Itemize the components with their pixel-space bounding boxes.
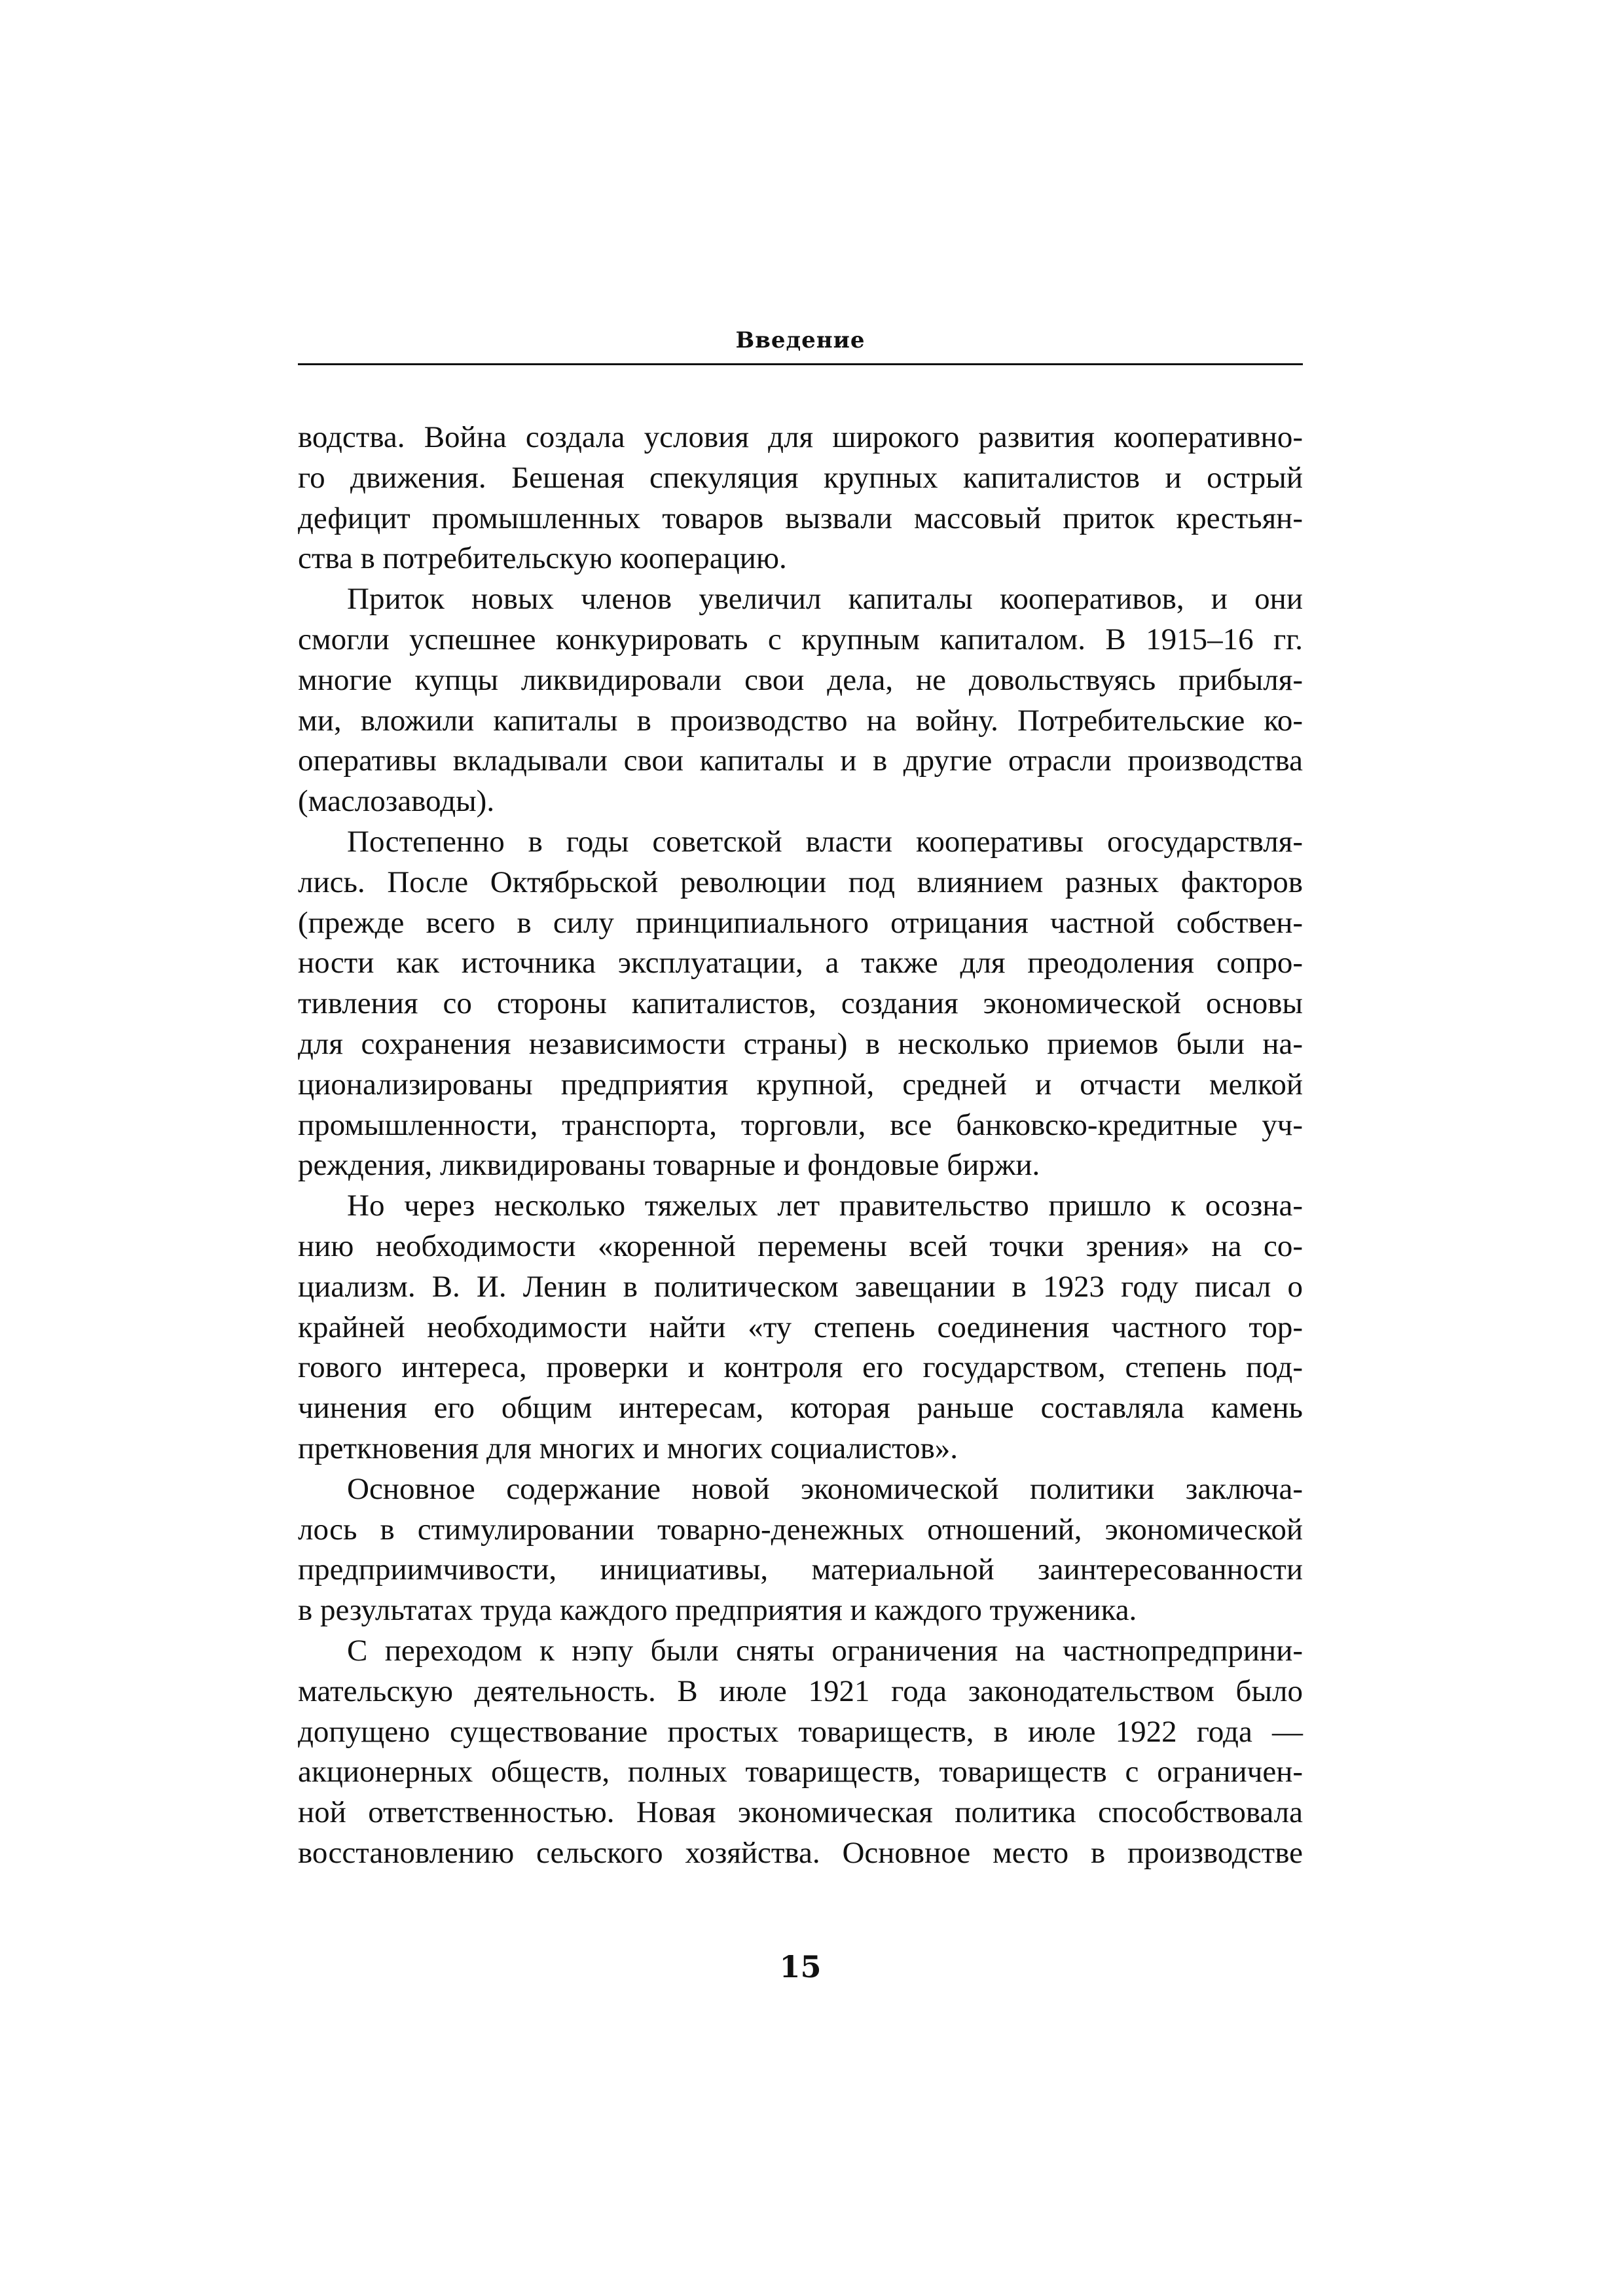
text-line: водства. Война создала условия для широкого развития кооперативно- [298,420,1303,454]
text-line: нию необходимости «коренной перемены всей точки зрения» на со- [298,1229,1303,1263]
text-line: восстановлению сельского хозяйства. Основное место в производстве [298,1835,1303,1870]
text-line: ционализированы предприятия крупной, средней и отчасти мелкой [298,1067,1303,1102]
text-line: (маслозаводы). [298,784,495,819]
text-line: лось в стимулировании товарно-денежных отношений, экономической [298,1512,1303,1547]
text-line: (прежде всего в силу принципиального отрицания частной собствен- [298,905,1303,940]
text-line: лись. После Октябрьской революции под влиянием разных факторов [298,865,1303,899]
text-line: акционерных обществ, полных товариществ, товариществ с ограничен- [298,1755,1303,1789]
text-line: гового интереса, проверки и контроля его государством, степень под- [298,1350,1303,1385]
paragraph [298,418,1303,579]
text-line: реждения, ликвидированы товарные и фондовые биржи. [298,1148,1040,1183]
text-line: ства в потребительскую кооперацию. [298,541,787,576]
page-number: 15 [779,1949,822,1984]
paragraph [298,1186,1303,1469]
text-line: промышленности, транспорта, торговли, все банковско-кредитные уч- [298,1107,1303,1142]
header-rule [298,363,1303,365]
text-line: чинения его общим интересам, которая раньше составляла камень [298,1391,1303,1426]
text-line: крайней необходимости найти «ту степень соединения частного тор- [298,1310,1303,1344]
text-line: Постепенно в годы советской власти кооперативы огосударствля- [347,824,1303,859]
text-line: преткновения для многих и многих социалистов». [298,1431,958,1465]
text-line: С переходом к нэпу были сняты ограничения на частнопредприни- [347,1633,1303,1668]
text-line: циализм. В. И. Ленин в политическом завещании в 1923 году писал о [298,1269,1303,1304]
text-line: для сохранения независимости страны) в несколько приемов были на- [298,1026,1303,1061]
text-line: в результатах труда каждого предприятия и каждого труженика. [298,1593,1137,1628]
text-line: предприимчивости, инициативы, материальной заинтересованности [298,1552,1303,1587]
text-line: ми, вложили капиталы в производство на войну. Потребительские ко- [298,703,1303,738]
running-head-title: Введение [735,327,866,353]
text-line: дефицит промышленных товаров вызвали массовый приток крестьян- [298,501,1303,535]
text-line: Но через несколько тяжелых лет правительство пришло к осозна- [347,1189,1303,1223]
text-line: ной ответственностью. Новая экономическая политика способствовала [298,1795,1303,1830]
body-text [298,418,1303,1874]
paragraph [298,1469,1303,1631]
paragraph [298,822,1303,1186]
text-line: го движения. Бешеная спекуляция крупных капиталистов и острый [298,460,1303,495]
text-line: Приток новых членов увеличил капиталы кооперативов, и они [347,582,1303,617]
text-line: ности как источника эксплуатации, а также для преодоления сопро- [298,946,1303,980]
text-line: мательскую деятельность. В июле 1921 года законодательством было [298,1674,1303,1708]
text-line: Основное содержание новой экономической политики заключа- [347,1471,1303,1506]
text-line: смогли успешнее конкурировать с крупным капиталом. В 1915–16 гг. [298,622,1303,656]
text-line: допущено существование простых товариществ, в июле 1922 года — [298,1714,1303,1749]
text-line: тивления со стороны капиталистов, создания экономической основы [298,986,1303,1021]
text-line: многие купцы ликвидировали свои дела, не довольствуясь прибыля- [298,662,1303,697]
paragraph [298,1631,1303,1874]
paragraph [298,579,1303,822]
text-line: оперативы вкладывали свои капиталы и в другие отрасли производства [298,744,1303,778]
